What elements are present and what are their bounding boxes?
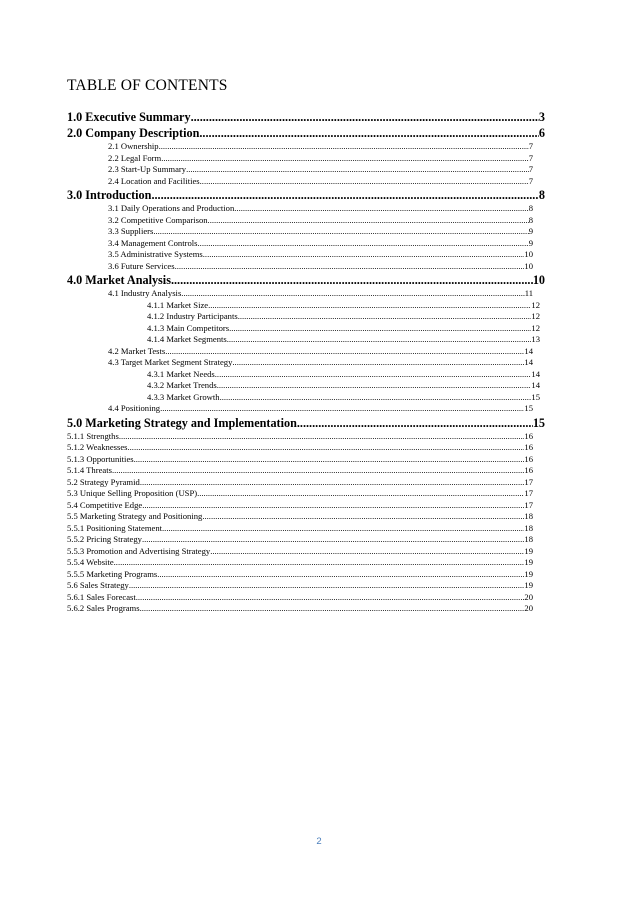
toc-entry-label: 5.6.2 Sales Programs xyxy=(67,603,140,613)
toc-dot-leader xyxy=(114,557,525,569)
toc-entry-label: 4.1.3 Main Competitors xyxy=(147,322,230,333)
toc-dot-leader xyxy=(153,226,528,238)
toc-dot-leader xyxy=(199,125,539,141)
toc-entry[interactable] xyxy=(67,357,533,369)
toc-entry-label: 3.1 Daily Operations and Production xyxy=(108,203,235,213)
toc-entry-label: 2.2 Legal Form xyxy=(108,152,162,163)
toc-entry-page: 18 xyxy=(524,534,533,544)
toc-dot-leader xyxy=(136,592,525,604)
toc-entry-label: 5.0 Marketing Strategy and Implementation xyxy=(67,415,297,430)
toc-entry-page: 19 xyxy=(524,568,533,579)
toc-dot-leader xyxy=(208,300,531,312)
toc-entry-label: 5.3 Unique Selling Proposition (USP) xyxy=(67,488,198,498)
toc-dot-leader xyxy=(202,511,524,523)
toc-entry-page: 16 xyxy=(524,465,533,475)
toc-entry-label: 5.1.2 Weaknesses xyxy=(67,442,128,452)
toc-entry[interactable] xyxy=(67,203,533,215)
toc-dot-leader xyxy=(134,454,525,466)
toc-dot-leader xyxy=(203,249,525,261)
toc-entry-label: 1.0 Executive Summary xyxy=(67,110,191,124)
toc-entry-label: 2.1 Ownership xyxy=(108,141,159,151)
toc-title: TABLE OF CONTENTS xyxy=(67,77,228,94)
toc-dot-leader xyxy=(128,442,525,454)
toc-entry-page: 7 xyxy=(528,141,533,151)
toc-entry-page: 19 xyxy=(524,545,533,556)
toc-dot-leader xyxy=(191,109,539,125)
toc-entry-label: 5.5.3 Promotion and Advertising Strategy xyxy=(67,545,211,556)
toc-entry-label: 4.2 Market Tests xyxy=(108,345,166,356)
toc-entry-page: 17 xyxy=(524,499,533,510)
toc-entry-label: 4.0 Market Analysis xyxy=(67,273,171,287)
toc-entry-label: 4.1 Industry Analysis xyxy=(108,288,182,298)
toc-entry-label: 5.5.4 Website xyxy=(67,557,114,567)
toc-entry-page: 10 xyxy=(524,249,533,259)
toc-entry[interactable] xyxy=(67,125,545,141)
toc-entry[interactable] xyxy=(67,346,533,358)
toc-entry-page: 9 xyxy=(528,237,533,248)
toc-entry[interactable] xyxy=(67,603,533,615)
toc-entry-page: 20 xyxy=(524,591,533,602)
toc-entry-page: 16 xyxy=(524,442,533,452)
toc-entry[interactable] xyxy=(67,153,533,165)
toc-entry[interactable] xyxy=(67,261,533,273)
toc-entry-page: 9 xyxy=(528,226,533,236)
toc-entry-label: 4.4 Positioning xyxy=(108,403,161,413)
toc-entry[interactable] xyxy=(67,431,533,443)
toc-entry-page: 6 xyxy=(538,126,545,140)
toc-entry-page: 7 xyxy=(528,164,533,174)
toc-dot-leader xyxy=(186,164,529,176)
toc-entry-label: 2.0 Company Description xyxy=(67,126,200,140)
toc-dot-leader xyxy=(160,403,524,415)
toc-entry-page: 12 xyxy=(531,311,540,321)
toc-entry[interactable] xyxy=(67,403,533,415)
toc-entry-page: 16 xyxy=(524,453,533,464)
toc-dot-leader xyxy=(238,311,532,323)
toc-entry[interactable] xyxy=(67,592,533,604)
toc-dot-leader xyxy=(297,415,533,431)
toc-entry[interactable] xyxy=(67,334,540,346)
toc-entry[interactable] xyxy=(67,442,533,454)
toc-entry-label: 5.6.1 Sales Forecast xyxy=(67,591,136,602)
toc-entry[interactable] xyxy=(67,272,545,288)
toc-entry[interactable] xyxy=(67,215,533,227)
toc-entry-page: 20 xyxy=(524,603,533,613)
toc-entry-page: 7 xyxy=(528,152,533,163)
toc-entry-label: 2.3 Start-Up Summary xyxy=(108,164,187,174)
toc-dot-leader xyxy=(217,380,532,392)
toc-entry[interactable] xyxy=(67,557,533,569)
toc-dot-leader xyxy=(198,238,529,250)
toc-entry-label: 3.5 Administrative Systems xyxy=(108,249,203,259)
toc-entry-label: 4.3 Target Market Segment Strategy xyxy=(108,357,233,367)
toc-entry[interactable] xyxy=(67,500,533,512)
toc-entry-page: 18 xyxy=(524,511,533,521)
toc-entry[interactable] xyxy=(67,323,540,335)
toc-entry-page: 15 xyxy=(531,391,540,402)
toc-entry-page: 19 xyxy=(524,580,533,590)
toc-entry-page: 15 xyxy=(532,415,545,430)
toc-entry[interactable] xyxy=(67,238,533,250)
toc-entry-page: 10 xyxy=(524,260,533,271)
toc-entry-label: 5.4 Competitive Edge xyxy=(67,499,143,510)
toc-dot-leader xyxy=(210,546,524,558)
toc-entry-page: 17 xyxy=(524,488,533,498)
toc-entry-page: 3 xyxy=(538,110,545,124)
toc-dot-leader xyxy=(119,431,525,443)
toc-entry[interactable] xyxy=(67,569,533,581)
toc-entry-label: 4.1.4 Market Segments xyxy=(147,334,227,344)
toc-entry[interactable] xyxy=(67,141,533,153)
toc-entry-label: 2.4 Location and Facilities xyxy=(108,175,200,186)
toc-dot-leader xyxy=(175,261,525,273)
toc-entry[interactable] xyxy=(67,176,533,188)
toc-entry-page: 8 xyxy=(538,188,545,202)
toc-entry[interactable] xyxy=(67,465,533,477)
toc-entry[interactable] xyxy=(67,477,533,489)
toc-entry-label: 5.5.5 Marketing Programs xyxy=(67,568,158,579)
toc-entry[interactable] xyxy=(67,300,540,312)
toc-entry[interactable] xyxy=(67,109,545,125)
toc-entry[interactable] xyxy=(67,187,545,203)
toc-entry-page: 12 xyxy=(531,299,540,310)
toc-entry-label: 5.2 Strategy Pyramid xyxy=(67,476,140,487)
toc-entry-label: 3.2 Competitive Comparison xyxy=(108,214,208,225)
toc-entry-label: 4.1.1 Market Size xyxy=(147,299,209,310)
toc-entry-page: 10 xyxy=(532,273,545,287)
toc-dot-leader xyxy=(227,334,532,346)
toc-dot-leader xyxy=(140,477,525,489)
toc-entry[interactable] xyxy=(67,415,545,431)
toc-entry-label: 5.6 Sales Strategy xyxy=(67,580,129,590)
toc-entry[interactable] xyxy=(67,392,540,404)
toc-entry[interactable] xyxy=(67,523,533,535)
toc-dot-leader xyxy=(142,500,524,512)
toc-entry-label: 4.3.1 Market Needs xyxy=(147,368,215,379)
toc-dot-leader xyxy=(142,534,524,546)
toc-entry-label: 5.1.1 Strengths xyxy=(67,430,119,441)
toc-entry-page: 17 xyxy=(524,476,533,487)
toc-entry-page: 8 xyxy=(528,203,533,213)
toc-entry-page: 14 xyxy=(531,380,540,390)
toc-dot-leader xyxy=(181,288,524,300)
toc-entry-page: 12 xyxy=(531,322,540,333)
toc-dot-leader xyxy=(215,369,532,381)
toc-entry[interactable] xyxy=(67,226,533,238)
toc-entry-label: 4.3.2 Market Trends xyxy=(147,380,217,390)
toc-entry-page: 11 xyxy=(524,288,533,298)
toc-entry[interactable] xyxy=(67,369,540,381)
toc-dot-leader xyxy=(171,272,533,288)
toc-dot-leader xyxy=(208,215,529,227)
toc-dot-leader xyxy=(162,523,524,535)
toc-entry-page: 14 xyxy=(524,357,533,367)
toc-entry[interactable] xyxy=(67,454,533,466)
toc-dot-leader xyxy=(161,153,528,165)
page-number: 2 xyxy=(316,836,322,847)
toc-dot-leader xyxy=(197,488,524,500)
toc-dot-leader xyxy=(159,141,529,153)
toc-dot-leader xyxy=(112,465,524,477)
toc-entry-label: 3.3 Suppliers xyxy=(108,226,154,236)
table-of-contents xyxy=(67,109,545,615)
toc-dot-leader xyxy=(232,357,524,369)
toc-entry[interactable] xyxy=(67,311,540,323)
toc-dot-leader xyxy=(165,346,524,358)
toc-entry-page: 19 xyxy=(524,557,533,567)
toc-entry[interactable] xyxy=(67,380,540,392)
toc-entry[interactable] xyxy=(67,580,533,592)
toc-dot-leader xyxy=(200,176,529,188)
toc-entry-label: 5.5 Marketing Strategy and Positioning xyxy=(67,511,203,521)
toc-entry[interactable] xyxy=(67,249,533,261)
toc-entry-label: 4.1.2 Industry Participants xyxy=(147,311,238,321)
toc-entry-page: 18 xyxy=(524,522,533,533)
toc-entry-label: 3.4 Management Controls xyxy=(108,237,198,248)
toc-entry-page: 13 xyxy=(531,334,540,344)
toc-entry-label: 5.5.1 Positioning Statement xyxy=(67,522,163,533)
toc-entry-page: 7 xyxy=(528,175,533,186)
toc-dot-leader xyxy=(140,603,525,615)
toc-entry[interactable] xyxy=(67,511,533,523)
toc-entry-label: 5.1.4 Threats xyxy=(67,465,112,475)
toc-entry[interactable] xyxy=(67,546,533,558)
toc-entry-page: 15 xyxy=(524,403,533,413)
toc-entry-label: 3.6 Future Services xyxy=(108,260,175,271)
toc-entry[interactable] xyxy=(67,488,533,500)
toc-entry-label: 3.0 Introduction xyxy=(67,188,152,202)
toc-dot-leader xyxy=(129,580,525,592)
toc-dot-leader xyxy=(234,203,528,215)
toc-entry[interactable] xyxy=(67,288,533,300)
toc-entry-page: 14 xyxy=(524,345,533,356)
toc-entry[interactable] xyxy=(67,534,533,546)
toc-dot-leader xyxy=(151,187,538,203)
toc-dot-leader xyxy=(229,323,531,335)
toc-entry-page: 8 xyxy=(528,214,533,225)
toc-dot-leader xyxy=(157,569,524,581)
toc-entry-label: 5.1.3 Opportunities xyxy=(67,453,134,464)
toc-entry[interactable] xyxy=(67,164,533,176)
toc-entry-label: 4.3.3 Market Growth xyxy=(147,391,220,402)
toc-entry-page: 14 xyxy=(531,368,540,379)
toc-entry-label: 5.5.2 Pricing Strategy xyxy=(67,534,142,544)
toc-dot-leader xyxy=(220,392,532,404)
toc-entry-page: 16 xyxy=(524,430,533,441)
